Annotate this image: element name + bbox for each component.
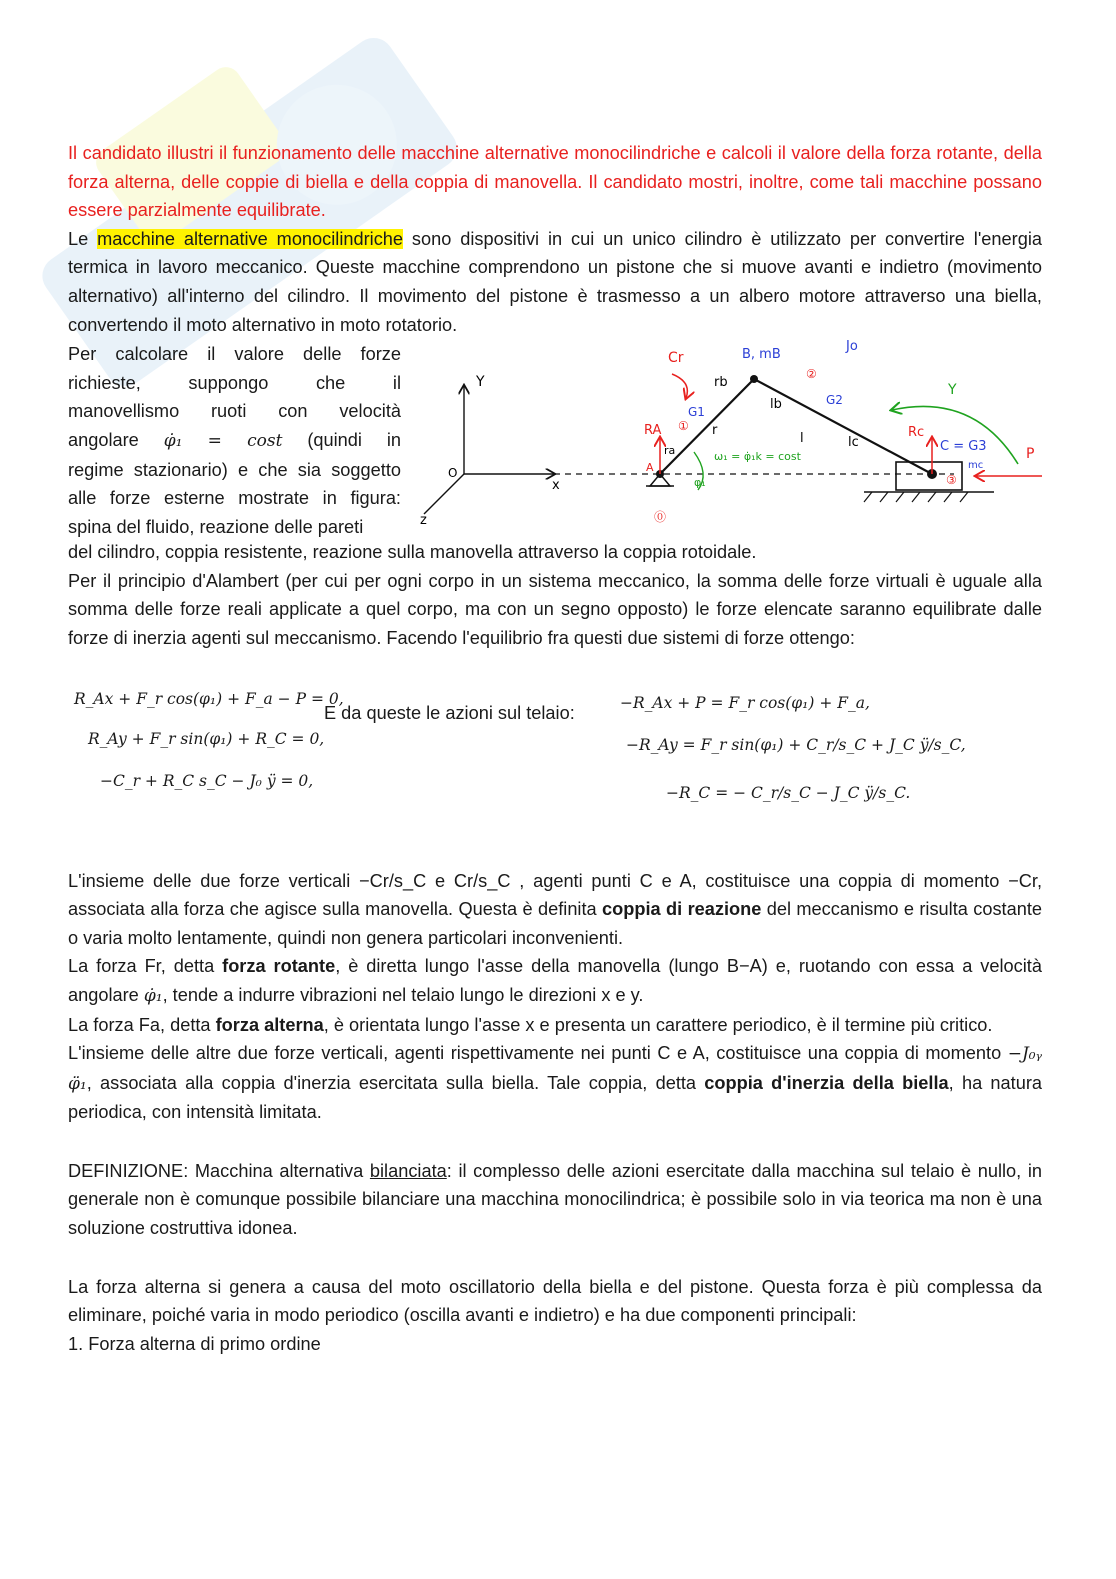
coppia-inerzia-paragraph: L'insieme delle altre due forze verticali, agenti rispettivamente nei punti C e A, costituisce una coppia di momento −J₀ᵧ φ̈₁, associata alla coppia d'inerzia esercitata sulla biella. Tale coppia, detta coppia d'inerzia della biella, ha natura periodica, con intensità limitata.	[68, 1043, 1042, 1123]
label-g2: G2	[826, 393, 843, 408]
forza-alterna-components-paragraph: La forza alterna si genera a causa del moto oscillatorio della biella e del pistone. Questa forza è più complessa da eliminare, poiché varia in modo periodico (oscilla avanti e indietro) e ha due componenti principali:	[68, 1276, 1042, 1326]
label-zero: ⓪	[654, 510, 667, 525]
equation-2: R_Ay + F_r sin(φ₁) + R_C = 0,	[88, 729, 325, 748]
list-item: 1. Forza alterna di primo ordine	[68, 1333, 321, 1354]
label-b: B, mB	[742, 347, 781, 363]
label-cr: Cr	[668, 350, 684, 367]
label-g1: G1	[688, 405, 705, 420]
label-rc: Rc	[908, 425, 925, 441]
label-one: ①	[678, 419, 689, 434]
equation-3: −C_r + R_C s_C − J₀ ÿ = 0,	[100, 771, 314, 790]
reference-axes	[424, 386, 554, 514]
equation-4: −R_Ax + P = F_r cos(φ₁) + F_a,	[620, 693, 870, 712]
hypothesis-with-figure	[68, 340, 1042, 538]
dalembert-paragraph: Per il principio d'Alambert (per cui per ogni corpo in un sistema meccanico, la somma delle forze virtuali è uguale alla somma delle forze reali applicate a quel corpo, ma con un segno opposto) le forze elencate saranno equilibrate dalle forze di inerzia agenti sul meccanismo. Facendo l'equilibrio fra questi due sistemi di forze ottengo:	[68, 570, 1042, 648]
label-lc: lc	[848, 435, 859, 451]
hypothesis-text: Per calcolare il valore delle forze richieste, suppongo che il manovellismo ruoti con velocità angolare φ̇₁ = cost (quindi in regime stazionario) e che sia soggetto alle forze esterne mostrate in figura: spina del fluido, reazione delle pareti	[68, 344, 401, 537]
label-omega: ω₁ = φ̇₁k = cost	[714, 450, 801, 464]
axis-z-label: z	[420, 513, 427, 525]
label-ra-link: ra	[664, 444, 676, 458]
forza-alterna-paragraph: La forza Fa, detta forza alterna, è orientata lungo l'asse x e presenta un carattere periodico, è il termine più critico.	[68, 1014, 993, 1035]
definition-paragraph: DEFINIZIONE: Macchina alternativa bilanciata: il complesso delle azioni esercitate dalla macchina sul telaio è nullo, in generale non è comunque possibile bilanciare una macchina monocilindrica; è possibile solo in via teorica ma non è una soluzione costruttiva idonea.	[68, 1160, 1042, 1239]
axis-x-label: x	[552, 478, 560, 494]
label-mc: mc	[968, 460, 984, 472]
label-p: P	[1026, 446, 1035, 463]
exam-question: Il candidato illustri il funzionamento delle macchine alternative monocilindriche e calcoli il valore della forza rotante, della forza alterna, delle coppie di biella e della coppia di manovella. Il candidato mostri, inoltre, come tali macchine possano essere parzialmente equilibrate.	[68, 143, 1042, 221]
label-l: l	[800, 431, 804, 447]
continuation-line: del cilindro, coppia resistente, reazione sulla manovella attraverso la coppia rotoidale.	[68, 542, 757, 563]
equations-caption: E da queste le azioni sul telaio:	[324, 702, 575, 723]
forza-rotante-paragraph: La forza Fr, detta forza rotante, è diretta lungo l'asse della manovella (lungo B−A) e, ruotando con essa a velocità angolare φ̇₁, tende a indurre vibrazioni nel telaio lungo le direzioni x e y.	[68, 956, 1042, 1006]
label-jo: Jo	[846, 339, 858, 355]
coppia-reazione-paragraph: L'insieme delle due forze verticali −Cr/s_C e Cr/s_C , agenti punti C e A, costituisce una coppia di momento −Cr, associata alla forza che agisce sulla manovella. Questa è definita coppia di reazione del meccanismo e risulta costante o varia molto lentamente, quindi non genera particolari inconvenienti.	[68, 870, 1042, 948]
equation-1: R_Ax + F_r cos(φ₁) + F_a − P = 0,	[74, 689, 344, 708]
equation-6: −R_C = − C_r/s_C − J_C ÿ/s_C.	[666, 783, 911, 802]
label-phi: φ₁	[694, 476, 706, 490]
equation-5: −R_Ay = F_r sin(φ₁) + C_r/s_C + J_C ÿ/s_C,	[626, 735, 966, 754]
label-ra: RA	[644, 423, 662, 439]
crank-mechanism-diagram	[414, 334, 1044, 524]
label-r: r	[712, 423, 718, 439]
label-two: ②	[806, 367, 817, 382]
equations-block	[68, 671, 1042, 867]
label-c: C = G3	[940, 439, 987, 455]
label-rb: rb	[714, 375, 728, 391]
label-y-green: Y	[948, 382, 957, 399]
highlighted-term: macchine alternative monocilindriche	[97, 228, 404, 249]
origin-label: O	[448, 466, 458, 481]
axis-y-label: Y	[476, 374, 485, 391]
label-three: ③	[946, 473, 957, 488]
label-a: A	[646, 461, 654, 475]
document-body	[68, 139, 1042, 1358]
intro-paragraph: Le macchine alternative monocilindriche sono dispositivi in cui un unico cilindro è utilizzato per convertire l'energia termica in lavoro meccanico. Queste macchine comprendono un pistone che si muove avanti e indietro (movimento alternativo) all'interno del cilindro. Il movimento del pistone è trasmesso a un albero motore attraverso una biella, convertendo il moto alternativo in moto rotatorio.	[68, 228, 1042, 335]
label-lb: lb	[770, 397, 782, 413]
